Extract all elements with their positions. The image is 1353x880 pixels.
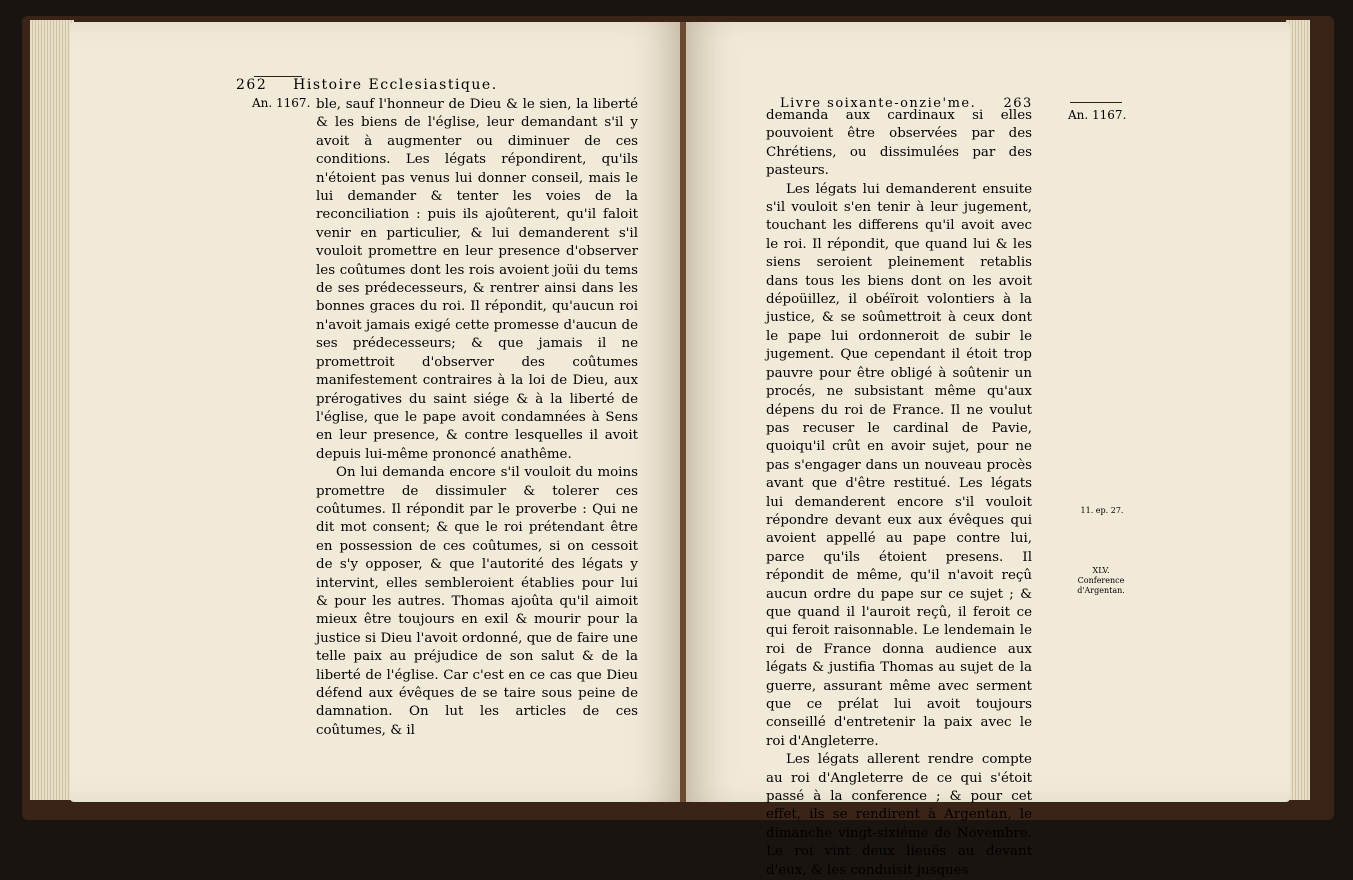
- margin-note-line-3: d'Argentan.: [1077, 586, 1125, 595]
- left-margin-rule: [254, 76, 302, 77]
- margin-note-line-2: Conference: [1077, 576, 1125, 585]
- left-page-number: 262: [236, 77, 268, 93]
- right-page-body: [766, 107, 1032, 880]
- left-margin-year: An. 1167.: [252, 96, 311, 110]
- right-page-number: 263: [1003, 96, 1033, 111]
- left-page-body: [316, 96, 638, 740]
- right-paragraph-3: Les légats allerent rendre compte au roi d'Angleterre de ce qui s'étoit passé à la conference ; & pour cet effet, ils se rendirent à Argentan, le dimanche vingt-sixiéme de Novembre. Le roi vint deux lieuës au devant d'eux, & les conduisit jusques: [766, 752, 1032, 878]
- margin-note-line-1: XLV.: [1092, 566, 1110, 575]
- right-running-head: Livre soixante-onzie'me.: [780, 96, 977, 111]
- left-running-head: Histoire Ecclesiastique.: [293, 77, 498, 93]
- left-page-header: [236, 77, 498, 93]
- right-paragraph-2: Les légats lui demanderent ensuite s'il vouloit s'en tenir à leur jugement, touchant les differens qu'il avoit avec le roi. Il répondit, que quand lui & les siens seroient pleinement retablis dans tous les biens dont on les avoit dépoüillez, il obéïroit volontiers à la justice, & se soûmettroit à ceux dont le pape lui ordonneroit de subir le jugement. Que cependant il étoit trop pauvre pour être obligé à soûtenir un procés, ne subsistant même qu'aux dépens du roi de France. Il ne voulut pas recuser le cardinal de Pavie, quoiqu'il crût en avoir sujet, pour ne pas s'engager dans un nouveau procès avant que d'être restitué. Les légats lui demanderent encore s'il vouloit répondre devant eux aux évêques qui avoient appellé au pape contre lui, parce qu'ils étoient presens. Il répondit de même, qu'il n'avoit reçû aucun ordre du pape sur ce sujet ; & que quand il l'auroit reçû, il feroit ce qui feroit raisonnable. Le lendemain le roi de France donna audience aux légats & justifia Thomas au sujet de la guerre, assurant même avec serment que ce prélat lui avoit toujours conseillé d'entretenir la paix avec le roi d'Angleterre.: [766, 181, 1032, 749]
- left-paragraph-1: ble, sauf l'honneur de Dieu & le sien, la liberté & les biens de l'église, leur demandant s'il y avoit à augmenter ou diminuer de ces conditions. Les légats répondirent, qu'ils n'étoient pas venus lui donner conseil, mais le lui demander & tenter les voies de la reconciliation : puis ils ajoûterent, qu'il faloit venir en particulier, & lui demanderent s'il vouloit promettre en leur presence d'observer les coûtumes dont les rois avoient joüi du tems de ses prédecesseurs, & rentrer ainsi dans les bonnes graces du roi. Il répondit, qu'aucun roi n'avoit jamais exigé cette promesse d'aucun de ses prédecesseurs; & que jamais il ne promettroit d'observer des coûtumes manifestement contraires à la loi de Dieu, aux prérogatives du saint siége & à la liberté de l'église, que le pape avoit condamnées à Sens en leur presence, & contre lesquelles il avoit depuis lui-même prononcé anathême.: [316, 97, 638, 462]
- right-paragraph-1: demanda aux cardinaux si elles pouvoient être observées par des Chrétiens, ou dissimulées par des pasteurs.: [766, 108, 1032, 179]
- left-paragraph-2: On lui demanda encore s'il vouloit du moins promettre de dissimuler & tolerer ces coûtumes. Il répondit par le proverbe : Qui ne dit mot consent; & que le roi prétendant être en possession de ces coûtumes, si on cessoit de s'y opposer, & que l'autorité des légats y intervint, elles sembleroient établies pour lui & pour les autres. Thomas ajoûta qu'il aimoit mieux être toujours en exil & mourir pour la justice si Dieu l'avoit ordonné, que de faire une telle paix au préjudice de son salut & de la liberté de l'église. Car c'est en ce cas que Dieu défend aux évêques de se taire sous peine de damnation. On lut les articles de ces coûtumes, & il: [316, 465, 638, 738]
- margin-note-reference: 11. ep. 27.: [1080, 506, 1124, 515]
- margin-note-section: [1066, 566, 1136, 596]
- page-edges-left: [30, 20, 74, 800]
- right-margin-rule: [1070, 102, 1122, 103]
- right-margin-year: An. 1167.: [1068, 108, 1127, 122]
